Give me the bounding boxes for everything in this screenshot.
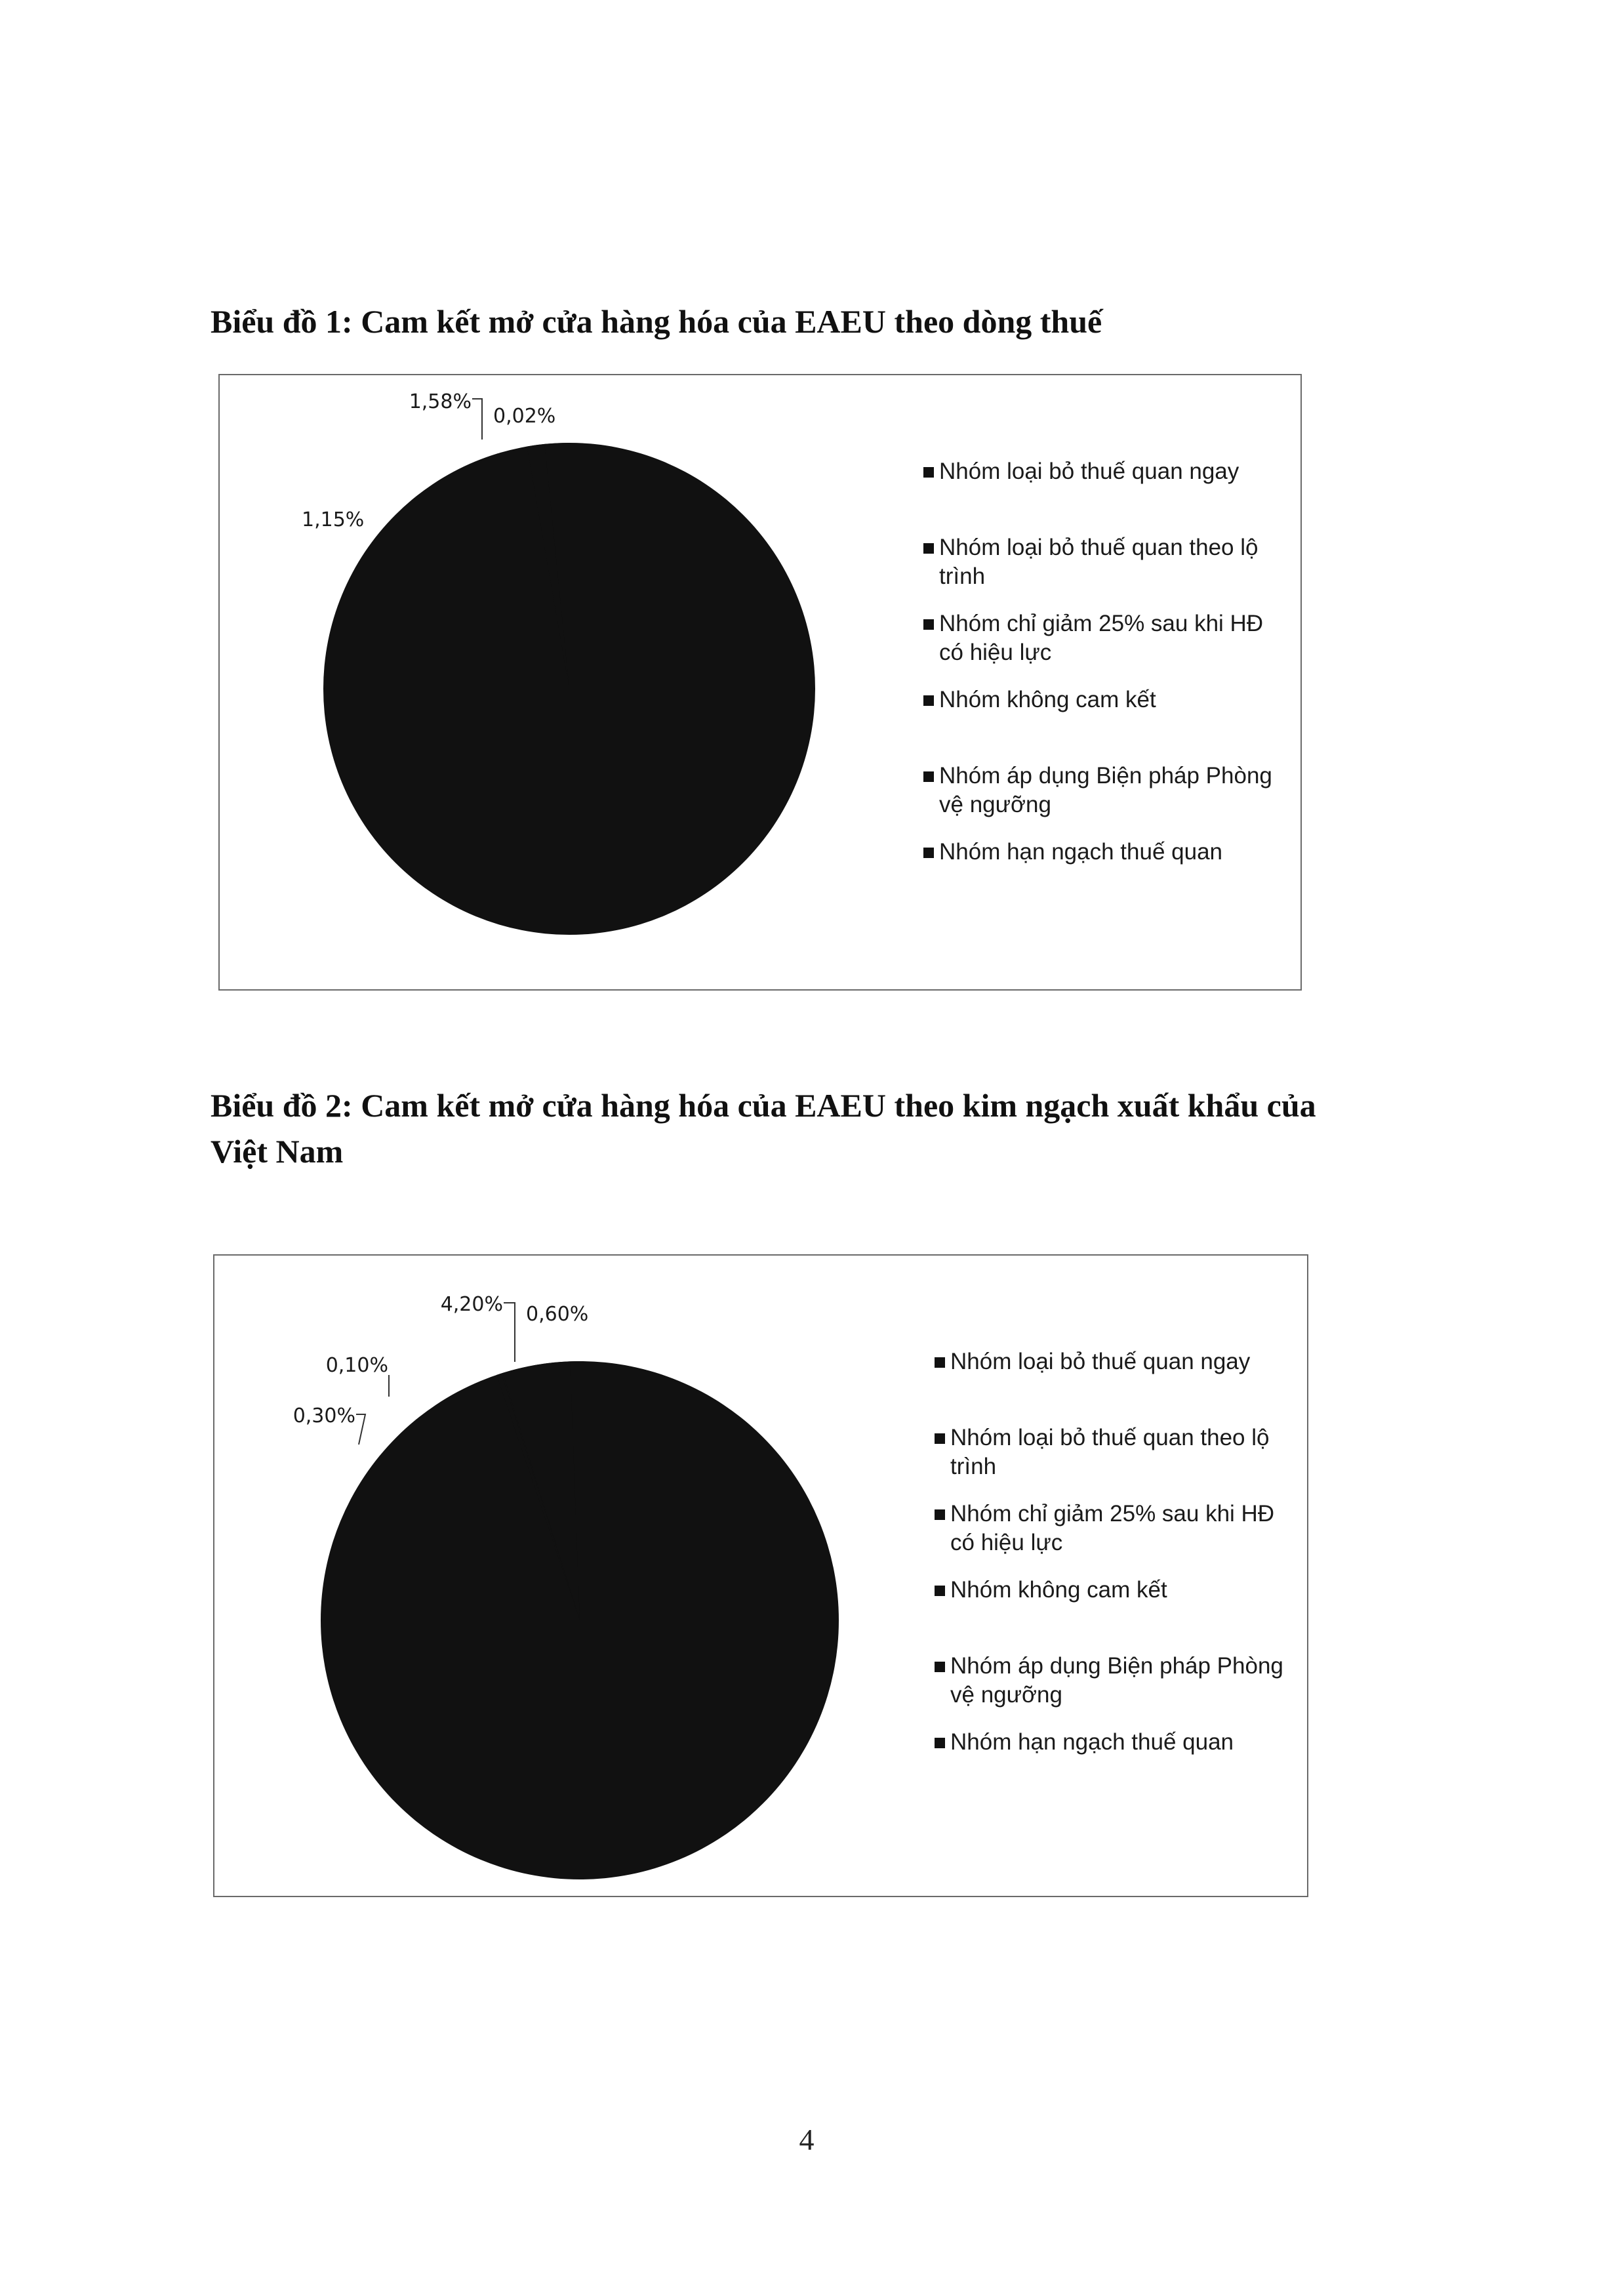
leader-line: [472, 399, 482, 440]
legend-label: Nhóm áp dụng Biện pháp Phòng vệ ngưỡng: [939, 763, 1272, 817]
data-label: 0,60%: [526, 1303, 589, 1326]
legend-label: Nhóm chỉ giảm 25% sau khi HĐ có hiệu lực: [939, 611, 1264, 665]
legend-label: Nhóm không cam kết: [939, 687, 1156, 712]
chart-2-title: Biểu đồ 2: Cam kết mở cửa hàng hóa của EAEU theo kim ngạch xuất khẩu của Việt Nam: [211, 1087, 1316, 1170]
legend-item: [935, 1424, 1302, 1481]
legend-swatch: [923, 848, 934, 858]
page-number: 4: [799, 2123, 815, 2156]
legend-label: Nhóm hạn ngạch thuế quan: [939, 839, 1222, 865]
legend-label: Nhóm loại bỏ thuế quan ngay: [950, 1349, 1251, 1374]
legend-swatch: [935, 1662, 945, 1672]
legend-item: [935, 1728, 1234, 1757]
legend-label: Nhóm loại bỏ thuế quan theo lộ trình: [950, 1425, 1270, 1479]
legend-item: [923, 609, 1291, 667]
chart-1-frame: [218, 374, 1302, 991]
chart-2-frame: [213, 1254, 1308, 1897]
legend-label: Nhóm áp dụng Biện pháp Phòng vệ ngưỡng: [950, 1653, 1283, 1708]
legend-label: Nhóm không cam kết: [950, 1577, 1167, 1603]
leader-line: [504, 1303, 515, 1362]
legend-label: Nhóm chỉ giảm 25% sau khi HĐ có hiệu lực: [950, 1501, 1275, 1555]
legend-item: [923, 686, 1156, 714]
legend-label: Nhóm hạn ngạch thuế quan: [950, 1729, 1234, 1755]
legend-swatch: [923, 467, 934, 478]
legend-swatch: [935, 1509, 945, 1520]
legend-label: Nhóm loại bỏ thuế quan ngay: [939, 459, 1239, 484]
legend-item: [935, 1576, 1167, 1605]
data-label: 4,20%: [440, 1293, 503, 1316]
legend-swatch: [923, 695, 934, 706]
legend-item: [935, 1500, 1302, 1557]
legend-item: [935, 1652, 1302, 1710]
data-label: 0,02%: [493, 405, 556, 428]
legend-swatch: [935, 1586, 945, 1596]
legend-swatch: [935, 1433, 945, 1444]
data-label: 0,10%: [325, 1354, 388, 1377]
legend-item: [923, 838, 1222, 867]
legend-swatch: [923, 543, 934, 554]
leader-line: [356, 1414, 365, 1445]
legend-swatch: [935, 1357, 945, 1368]
data-label: 1,15%: [302, 508, 365, 531]
data-label: 0,30%: [292, 1404, 355, 1427]
legend-item: [923, 457, 1239, 486]
legend-item: [923, 762, 1291, 819]
data-label: 1,58%: [409, 390, 472, 413]
legend-item: [923, 533, 1291, 591]
legend-swatch: [935, 1738, 945, 1748]
legend-label: Nhóm loại bỏ thuế quan theo lộ trình: [939, 535, 1259, 589]
chart-1-title: Biểu đồ 1: Cam kết mở cửa hàng hóa của EAEU theo dòng thuế: [211, 303, 1102, 340]
legend-item: [935, 1347, 1250, 1376]
legend-swatch: [923, 619, 934, 630]
legend-swatch: [923, 771, 934, 782]
